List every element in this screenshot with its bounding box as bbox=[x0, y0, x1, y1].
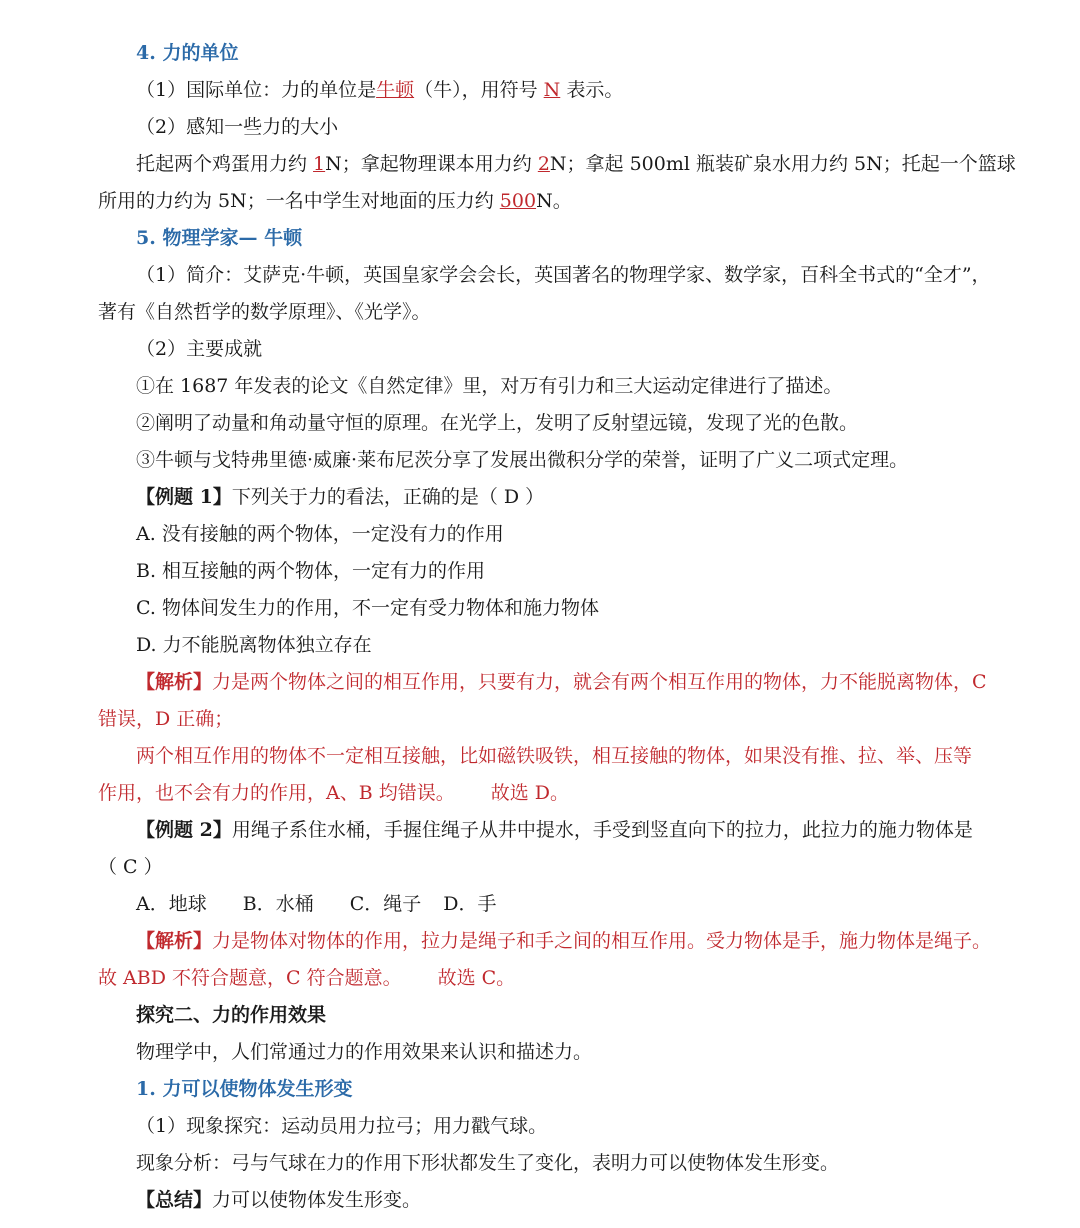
unit-text-mid: （牛），用符号 bbox=[414, 79, 544, 101]
example-2-stem bbox=[136, 817, 973, 843]
solution-1-text: 力是两个物体之间的相互作用，只要有力，就会有两个相互作用的物体，力不能脱离物体，C bbox=[212, 671, 987, 693]
solution-1-answer: 故选 D。 bbox=[490, 782, 570, 804]
achievement-2: ②阐明了动量和角动量守恒的原理。在光学上，发明了反射望远镜，发现了光的色散。 bbox=[136, 412, 859, 434]
example-1-option-b: B. 相互接触的两个物体，一定有力的作用 bbox=[136, 560, 486, 582]
example-2-tag: 【例题 2】 bbox=[136, 819, 232, 841]
solution-2-text: 力是物体对物体的作用，拉力是绳子和手之间的相互作用。受力物体是手，施力物体是绳子。 bbox=[212, 930, 992, 952]
example-2-option-d: D．手 bbox=[443, 893, 497, 915]
force-examples-line-1 bbox=[136, 151, 1016, 177]
example-1-question: 下列关于力的看法，正确的是（ D ） bbox=[231, 486, 545, 508]
force-text-e: N。 bbox=[536, 190, 572, 212]
phenomenon-analysis: 现象分析：弓与气球在力的作用下形状都发生了变化，表明力可以使物体发生形变。 bbox=[136, 1152, 840, 1174]
example-2-solution-2 bbox=[98, 965, 515, 991]
achievements-heading: （2）主要成就 bbox=[136, 338, 263, 360]
phenomenon-explore: （1）现象探究：运动员用力拉弓；用力戳气球。 bbox=[136, 1115, 548, 1137]
example-2-options bbox=[136, 891, 496, 917]
summary-text: 力可以使物体发生形变。 bbox=[212, 1189, 422, 1211]
force-text-c: N；拿起 500ml 瓶装矿泉水用力约 5N；托起一个篮球 bbox=[549, 153, 1016, 175]
achievement-3: ③牛顿与戈特弗里德·威廉·莱布尼茨分享了发展出微积分学的荣誉，证明了广义二项式定理。 bbox=[136, 449, 909, 471]
example-1-option-c: C. 物体间发生力的作用，不一定有受力物体和施力物体 bbox=[136, 597, 599, 619]
answer-2: 2 bbox=[537, 153, 550, 175]
solution-2-conclusion: 故 ABD 不符合题意，C 符合题意。 bbox=[98, 967, 402, 989]
example-1-solution-4 bbox=[98, 780, 569, 806]
unit-text: （1）国际单位：力的单位是 bbox=[136, 79, 377, 101]
answer-n: N bbox=[543, 79, 561, 101]
example-1-solution-2: 错误，D 正确； bbox=[98, 708, 234, 730]
section-5-title: 5. 物理学家— 牛顿 bbox=[136, 227, 303, 249]
section-4-title: 4. 力的单位 bbox=[136, 42, 239, 64]
perceive-force-line: （2）感知一些力的大小 bbox=[136, 116, 339, 138]
solution-1-conclusion: 作用，也不会有力的作用，A、B 均错误。 bbox=[98, 782, 455, 804]
example-2-option-c: C．绳子 bbox=[349, 893, 422, 915]
example-1-stem bbox=[136, 484, 544, 510]
example-2-solution-1 bbox=[136, 928, 991, 954]
example-1-option-d: D. 力不能脱离物体独立存在 bbox=[136, 634, 372, 656]
example-2-answer-paren: （ C ） bbox=[98, 856, 163, 878]
example-2-question: 用绳子系住水桶，手握住绳子从井中提水，手受到竖直向下的拉力，此拉力的施力物体是 bbox=[231, 819, 973, 841]
solution-2-tag: 【解析】 bbox=[136, 930, 213, 952]
summary bbox=[136, 1187, 421, 1213]
solution-1-tag: 【解析】 bbox=[136, 671, 213, 693]
answer-newton: 牛顿 bbox=[376, 79, 415, 101]
force-text-b: N；拿起物理课本用力约 bbox=[325, 153, 538, 175]
newton-intro-1: （1）简介：艾萨克·牛顿，英国皇家学会会长，英国著名的物理学家、数学家，百科全书式的“全才”， bbox=[136, 264, 991, 286]
part-2-intro: 物理学中，人们常通过力的作用效果来认识和描述力。 bbox=[136, 1041, 593, 1063]
solution-2-answer: 故选 C。 bbox=[437, 967, 516, 989]
answer-500: 500 bbox=[499, 190, 537, 212]
unit-line bbox=[136, 77, 623, 103]
answer-1: 1 bbox=[313, 153, 326, 175]
example-1-tag: 【例题 1】 bbox=[136, 486, 232, 508]
example-2-option-a: A．地球 bbox=[136, 893, 207, 915]
force-text-a: 托起两个鸡蛋用力约 bbox=[136, 153, 314, 175]
force-examples-line-2 bbox=[98, 188, 572, 214]
part-2-title: 探究二、力的作用效果 bbox=[136, 1004, 327, 1026]
example-2-option-b: B．水桶 bbox=[242, 893, 314, 915]
newton-intro-2: 著有《自然哲学的数学原理》、《光学》。 bbox=[98, 301, 431, 323]
force-text-d: 所用的力约为 5N；一名中学生对地面的压力约 bbox=[98, 190, 500, 212]
achievement-1: ①在 1687 年发表的论文《自然定律》里，对万有引力和三大运动定律进行了描述。 bbox=[136, 375, 843, 397]
unit-text-post: 表示。 bbox=[560, 79, 624, 101]
example-1-solution-1 bbox=[136, 669, 987, 695]
example-1-option-a: A. 没有接触的两个物体，一定没有力的作用 bbox=[136, 523, 504, 545]
summary-tag: 【总结】 bbox=[136, 1189, 213, 1211]
example-1-solution-3: 两个相互作用的物体不一定相互接触，比如磁铁吸铁，相互接触的物体，如果没有推、拉、举、压等 bbox=[136, 745, 973, 767]
deformation-heading: 1. 力可以使物体发生形变 bbox=[136, 1078, 353, 1100]
